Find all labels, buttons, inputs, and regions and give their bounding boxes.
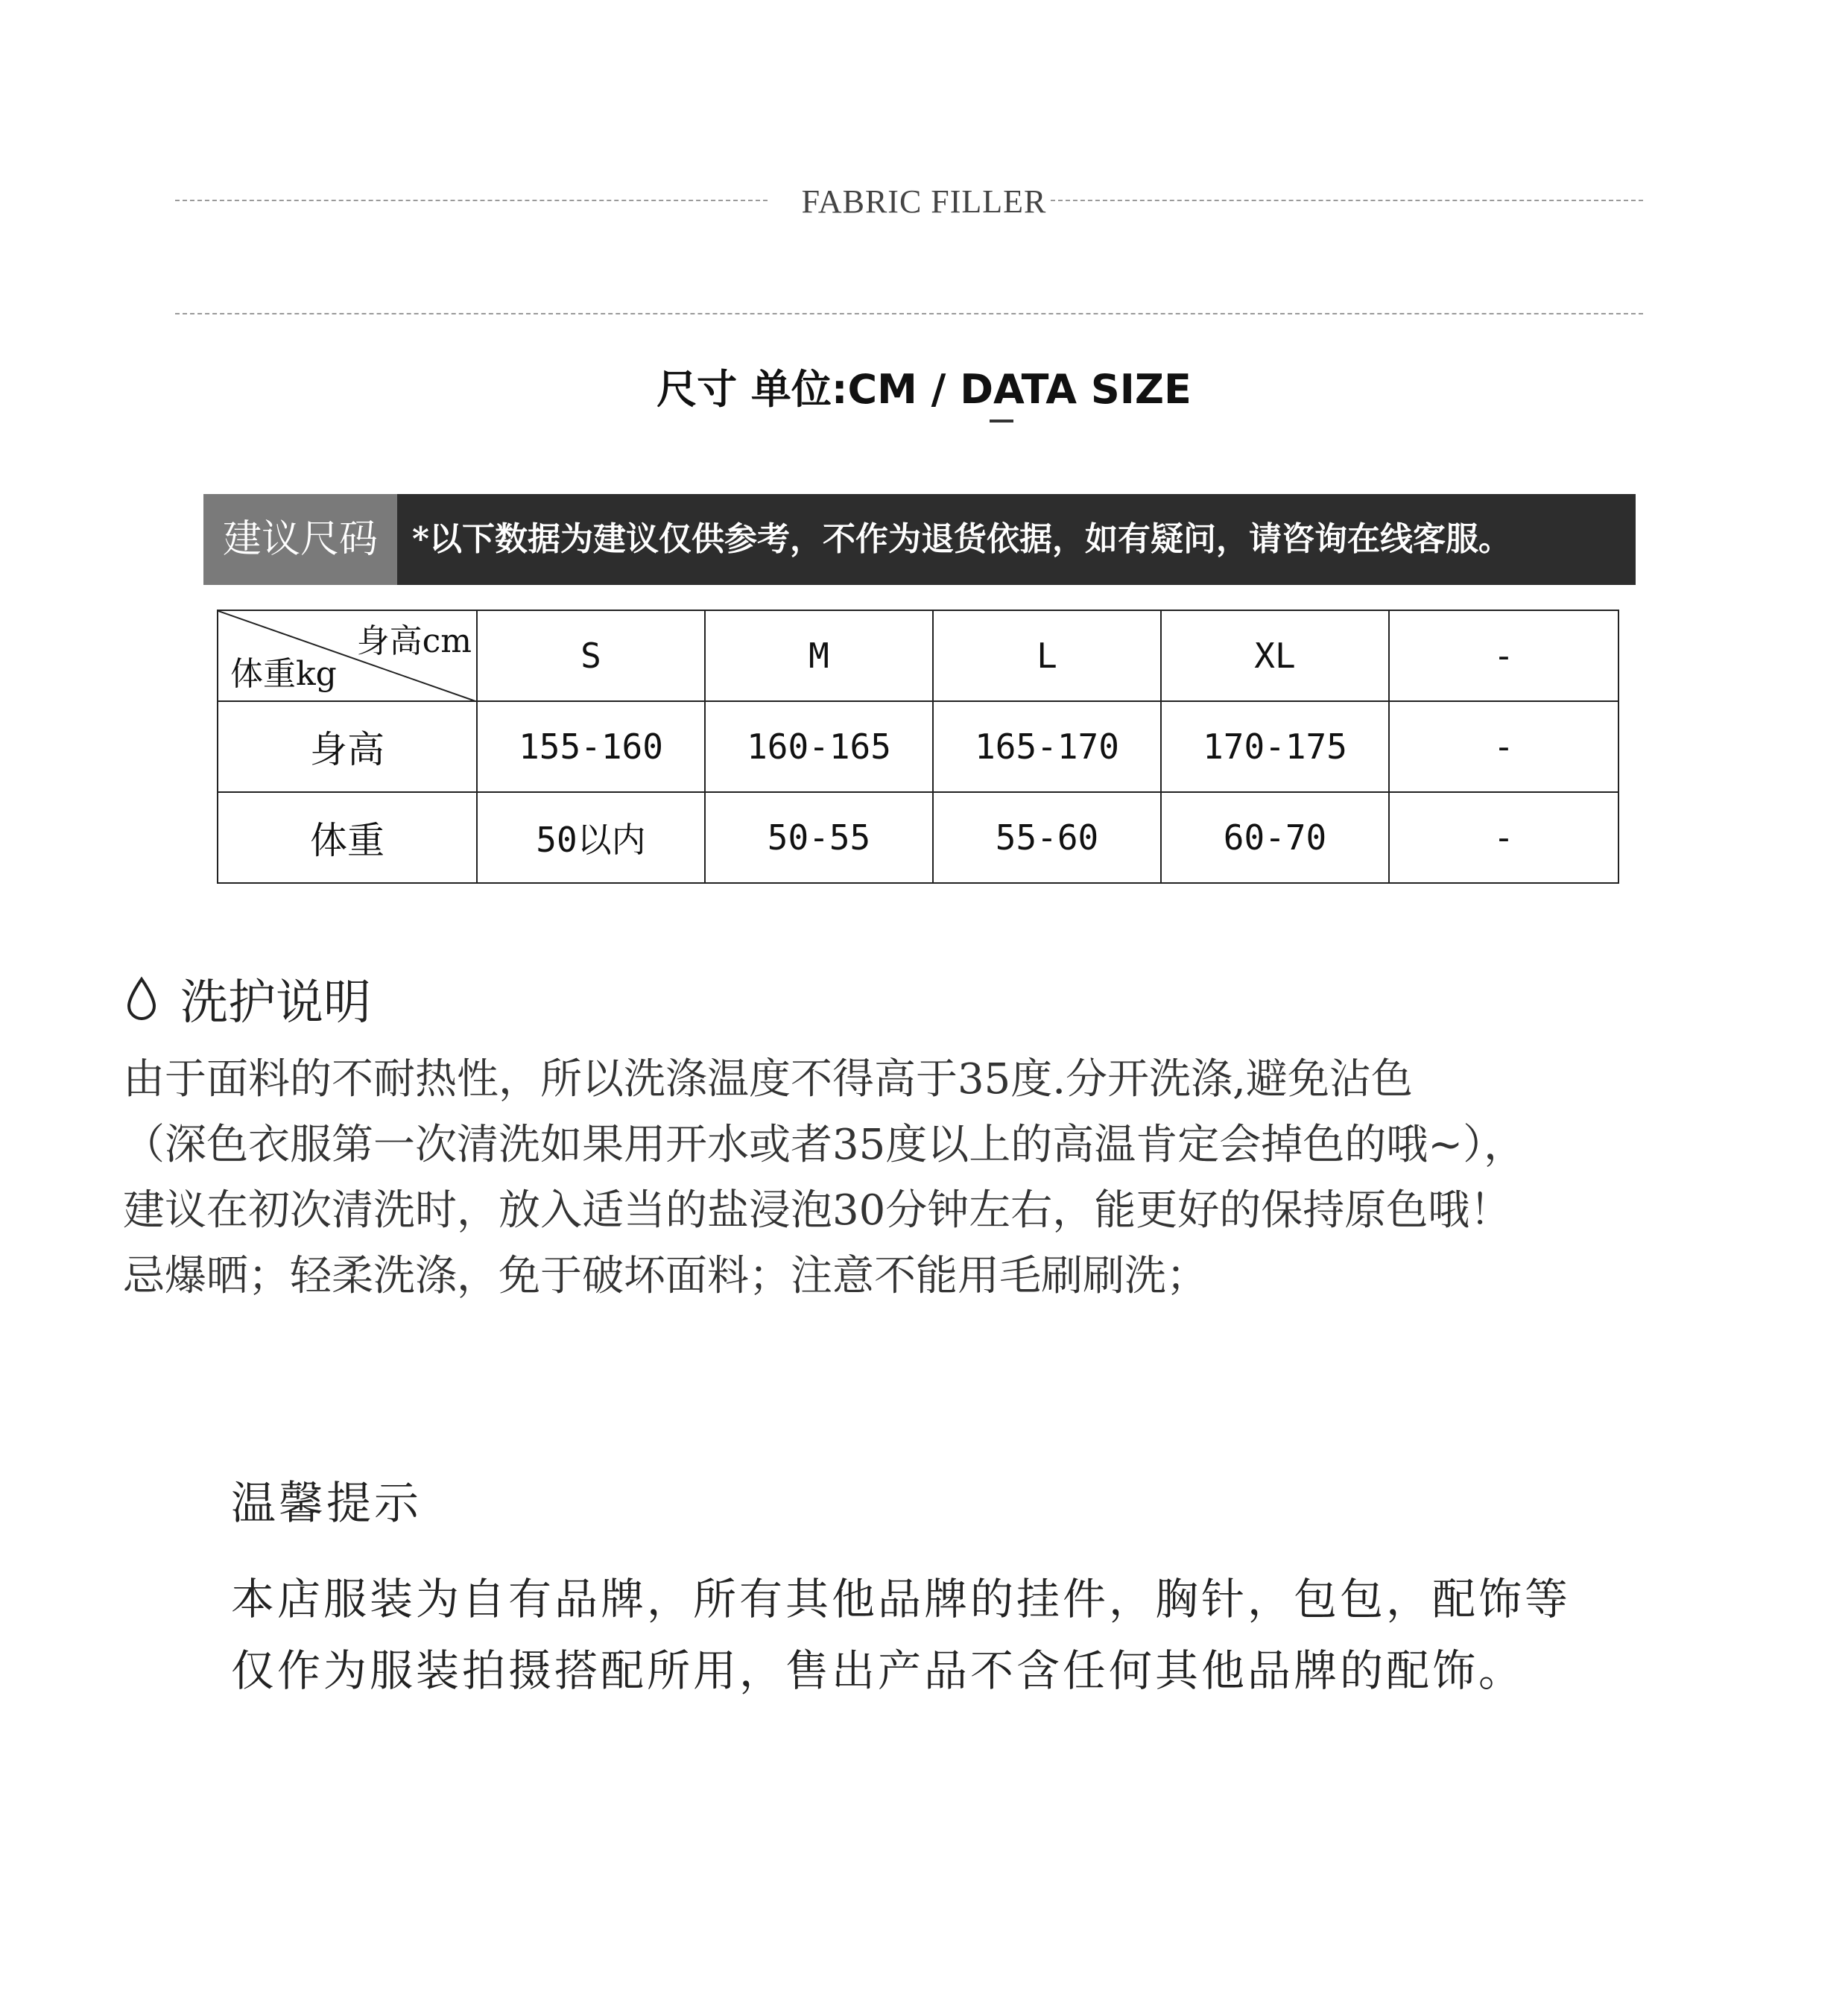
water-drop-icon — [125, 976, 158, 1021]
table-cell: 55-60 — [933, 792, 1161, 883]
table-cell: 160-165 — [705, 701, 933, 792]
fabric-filler-label: FABRIC FILLER — [801, 183, 1047, 220]
table-cell: 170-175 — [1161, 701, 1389, 792]
care-heading — [125, 969, 371, 1031]
banner-label: 建议尺码 — [203, 494, 397, 585]
column-header: XL — [1161, 610, 1389, 701]
size-table — [217, 610, 1619, 884]
table-corner-cell — [218, 610, 477, 701]
row-header: 身高 — [218, 701, 477, 792]
column-header: S — [477, 610, 705, 701]
tips-title: 温馨提示 — [231, 1478, 422, 1530]
tips-text — [231, 1563, 1721, 1706]
size-chart-title: 尺寸 单位:CM / DATA SIZE — [656, 366, 1192, 413]
divider-right — [1051, 200, 1643, 201]
banner-note: *以下数据为建议仅供参考，不作为退货依据，如有疑问，请咨询在线客服。 — [412, 520, 1512, 558]
table-cell: 50-55 — [705, 792, 933, 883]
tips-line: 仅作为服装拍摄搭配所用，售出产品不含任何其他品牌的配饰。 — [231, 1645, 1525, 1696]
care-line: 忌爆晒；轻柔洗涤，免于破坏面料；注意不能用毛刷刷洗； — [123, 1252, 1208, 1300]
tips-line: 本店服装为自有品牌，所有其他品牌的挂件，胸针，包包，配饰等 — [231, 1574, 1572, 1624]
care-title: 洗护说明 — [180, 975, 371, 1031]
column-header: M — [705, 610, 933, 701]
table-cell: 155-160 — [477, 701, 705, 792]
table-row — [218, 792, 1618, 883]
table-cell: - — [1389, 701, 1618, 792]
table-row — [218, 701, 1618, 792]
table-cell: 165-170 — [933, 701, 1161, 792]
table-cell: 50以内 — [477, 792, 705, 883]
row-header: 体重 — [218, 792, 477, 883]
table-cell: - — [1389, 792, 1618, 883]
column-header: - — [1389, 610, 1618, 701]
corner-weight-label: 体重kg — [230, 655, 337, 693]
divider-left — [175, 200, 768, 201]
care-line: 由于面料的不耐热性，所以洗涤温度不得高于35度.分开洗涤,避免沾色 — [123, 1055, 1413, 1104]
column-header: L — [933, 610, 1161, 701]
table-header-row — [218, 610, 1618, 701]
size-recommendation-banner — [203, 494, 1636, 585]
table-cell: 60-70 — [1161, 792, 1389, 883]
care-line: 建议在初次清洗时，放入适当的盐浸泡30分钟左右，能更好的保持原色哦！ — [123, 1186, 1512, 1235]
care-line: （深色衣服第一次清洗如果用开水或者35度以上的高温肯定会掉色的哦~）， — [123, 1121, 1526, 1169]
title-underline — [990, 420, 1013, 423]
care-text — [123, 1047, 1807, 1309]
corner-height-label: 身高cm — [356, 622, 472, 660]
divider-full — [175, 313, 1643, 314]
